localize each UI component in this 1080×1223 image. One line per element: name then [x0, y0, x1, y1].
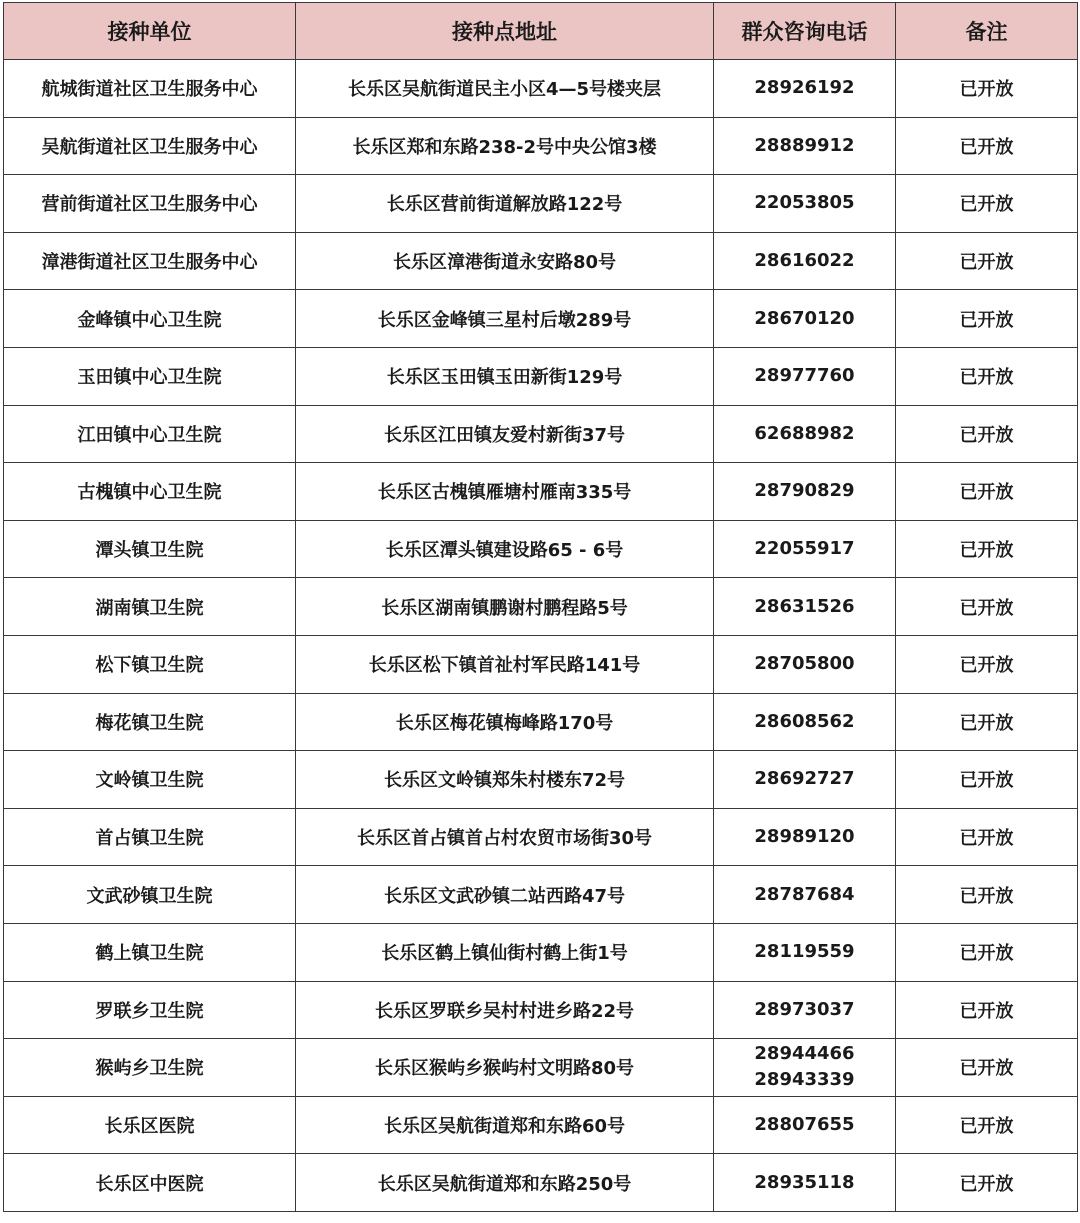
- table-row: [4, 117, 1078, 175]
- phone-number: 62688982: [754, 422, 855, 444]
- cell-address: 长乐区玉田镇玉田新街129号: [296, 347, 714, 405]
- table-row: [4, 923, 1078, 981]
- cell-note: 已开放: [896, 866, 1078, 924]
- cell-phone: [714, 1154, 896, 1212]
- phone-number: 28943339: [754, 1069, 855, 1091]
- phone-number: 28889912: [754, 134, 855, 156]
- cell-phone: [714, 290, 896, 348]
- phone-number: 28616022: [754, 250, 855, 272]
- cell-note: 已开放: [896, 520, 1078, 578]
- cell-unit: 猴屿乡卫生院: [4, 1039, 296, 1097]
- cell-note: 已开放: [896, 1096, 1078, 1154]
- table-row: [4, 1154, 1078, 1212]
- table-row: [4, 808, 1078, 866]
- header-address: 接种点地址: [296, 3, 714, 60]
- table-row: [4, 635, 1078, 693]
- cell-phone: [714, 751, 896, 809]
- cell-unit: 湖南镇卫生院: [4, 578, 296, 636]
- table-row: [4, 693, 1078, 751]
- cell-phone: [714, 520, 896, 578]
- phone-number: 28977760: [754, 365, 855, 387]
- cell-unit: 长乐区医院: [4, 1096, 296, 1154]
- table-row: [4, 60, 1078, 118]
- cell-note: 已开放: [896, 751, 1078, 809]
- cell-address: 长乐区吴航街道郑和东路250号: [296, 1154, 714, 1212]
- phone-number: 28790829: [754, 480, 855, 502]
- cell-note: 已开放: [896, 1039, 1078, 1097]
- cell-phone: [714, 1039, 896, 1097]
- phone-number: 22053805: [754, 192, 855, 214]
- phone-number: 28944466: [754, 1043, 855, 1065]
- phone-number: 28973037: [754, 998, 855, 1020]
- cell-phone: [714, 923, 896, 981]
- cell-unit: 航城街道社区卫生服务中心: [4, 60, 296, 118]
- phone-number: 28608562: [754, 710, 855, 732]
- cell-unit: 吴航街道社区卫生服务中心: [4, 117, 296, 175]
- cell-address: 长乐区首占镇首占村农贸市场街30号: [296, 808, 714, 866]
- cell-note: 已开放: [896, 463, 1078, 521]
- cell-address: 长乐区古槐镇雁塘村雁南335号: [296, 463, 714, 521]
- cell-address: 长乐区吴航街道郑和东路60号: [296, 1096, 714, 1154]
- cell-unit: 玉田镇中心卫生院: [4, 347, 296, 405]
- table-row: [4, 578, 1078, 636]
- cell-note: 已开放: [896, 290, 1078, 348]
- cell-phone: [714, 578, 896, 636]
- cell-note: 已开放: [896, 175, 1078, 233]
- table-row: [4, 232, 1078, 290]
- phone-number: 28692727: [754, 768, 855, 790]
- cell-address: 长乐区文岭镇郑朱村楼东72号: [296, 751, 714, 809]
- cell-address: 长乐区文武砂镇二站西路47号: [296, 866, 714, 924]
- cell-unit: 鹤上镇卫生院: [4, 923, 296, 981]
- cell-address: 长乐区湖南镇鹏谢村鹏程路5号: [296, 578, 714, 636]
- phone-number: 28935118: [754, 1171, 855, 1193]
- cell-unit: 金峰镇中心卫生院: [4, 290, 296, 348]
- cell-phone: [714, 808, 896, 866]
- cell-phone: [714, 347, 896, 405]
- table-row: [4, 520, 1078, 578]
- cell-address: 长乐区罗联乡吴村村进乡路22号: [296, 981, 714, 1039]
- cell-note: 已开放: [896, 693, 1078, 751]
- cell-phone: [714, 405, 896, 463]
- table-row: [4, 866, 1078, 924]
- cell-unit: 松下镇卫生院: [4, 635, 296, 693]
- cell-note: 已开放: [896, 232, 1078, 290]
- cell-note: 已开放: [896, 808, 1078, 866]
- table-header-row: [4, 3, 1078, 60]
- cell-unit: 梅花镇卫生院: [4, 693, 296, 751]
- cell-note: 已开放: [896, 981, 1078, 1039]
- cell-phone: [714, 117, 896, 175]
- cell-address: 长乐区营前街道解放路122号: [296, 175, 714, 233]
- table-row: [4, 463, 1078, 521]
- cell-address: 长乐区漳港街道永安路80号: [296, 232, 714, 290]
- phone-number: 28631526: [754, 595, 855, 617]
- table-row: [4, 1096, 1078, 1154]
- cell-note: 已开放: [896, 578, 1078, 636]
- cell-unit: 潭头镇卫生院: [4, 520, 296, 578]
- cell-phone: [714, 866, 896, 924]
- cell-address: 长乐区金峰镇三星村后墩289号: [296, 290, 714, 348]
- phone-number: 28119559: [754, 941, 855, 963]
- phone-number: 22055917: [754, 538, 855, 560]
- table-row: [4, 405, 1078, 463]
- cell-phone: [714, 175, 896, 233]
- cell-unit: 首占镇卫生院: [4, 808, 296, 866]
- cell-address: 长乐区吴航街道民主小区4—5号楼夹层: [296, 60, 714, 118]
- cell-address: 长乐区梅花镇梅峰路170号: [296, 693, 714, 751]
- cell-phone: [714, 981, 896, 1039]
- header-note: 备注: [896, 3, 1078, 60]
- table-row: [4, 1039, 1078, 1097]
- cell-phone: [714, 232, 896, 290]
- header-unit: 接种单位: [4, 3, 296, 60]
- cell-unit: 文武砂镇卫生院: [4, 866, 296, 924]
- cell-unit: 罗联乡卫生院: [4, 981, 296, 1039]
- cell-address: 长乐区郑和东路238-2号中央公馆3楼: [296, 117, 714, 175]
- table-row: [4, 751, 1078, 809]
- cell-address: 长乐区江田镇友爱村新街37号: [296, 405, 714, 463]
- phone-number: 28705800: [754, 653, 855, 675]
- header-phone: 群众咨询电话: [714, 3, 896, 60]
- table-body: [4, 60, 1078, 1212]
- phone-number: 28989120: [754, 826, 855, 848]
- phone-number: 28787684: [754, 883, 855, 905]
- cell-unit: 古槐镇中心卫生院: [4, 463, 296, 521]
- table-row: [4, 981, 1078, 1039]
- cell-unit: 长乐区中医院: [4, 1154, 296, 1212]
- cell-phone: [714, 60, 896, 118]
- cell-address: 长乐区鹤上镇仙街村鹤上街1号: [296, 923, 714, 981]
- table-row: [4, 290, 1078, 348]
- cell-note: 已开放: [896, 1154, 1078, 1212]
- cell-phone: [714, 1096, 896, 1154]
- phone-number: 28670120: [754, 307, 855, 329]
- cell-note: 已开放: [896, 405, 1078, 463]
- table-row: [4, 347, 1078, 405]
- vaccination-sites-table: [3, 2, 1078, 1212]
- cell-address: 长乐区猴屿乡猴屿村文明路80号: [296, 1039, 714, 1097]
- cell-unit: 漳港街道社区卫生服务中心: [4, 232, 296, 290]
- cell-note: 已开放: [896, 347, 1078, 405]
- cell-unit: 营前街道社区卫生服务中心: [4, 175, 296, 233]
- cell-phone: [714, 463, 896, 521]
- cell-unit: 江田镇中心卫生院: [4, 405, 296, 463]
- cell-note: 已开放: [896, 60, 1078, 118]
- cell-address: 长乐区松下镇首祉村军民路141号: [296, 635, 714, 693]
- phone-number: 28926192: [754, 77, 855, 99]
- cell-note: 已开放: [896, 923, 1078, 981]
- phone-number: 28807655: [754, 1113, 855, 1135]
- table-row: [4, 175, 1078, 233]
- cell-address: 长乐区潭头镇建设路65 - 6号: [296, 520, 714, 578]
- cell-unit: 文岭镇卫生院: [4, 751, 296, 809]
- cell-note: 已开放: [896, 635, 1078, 693]
- cell-phone: [714, 693, 896, 751]
- cell-phone: [714, 635, 896, 693]
- cell-note: 已开放: [896, 117, 1078, 175]
